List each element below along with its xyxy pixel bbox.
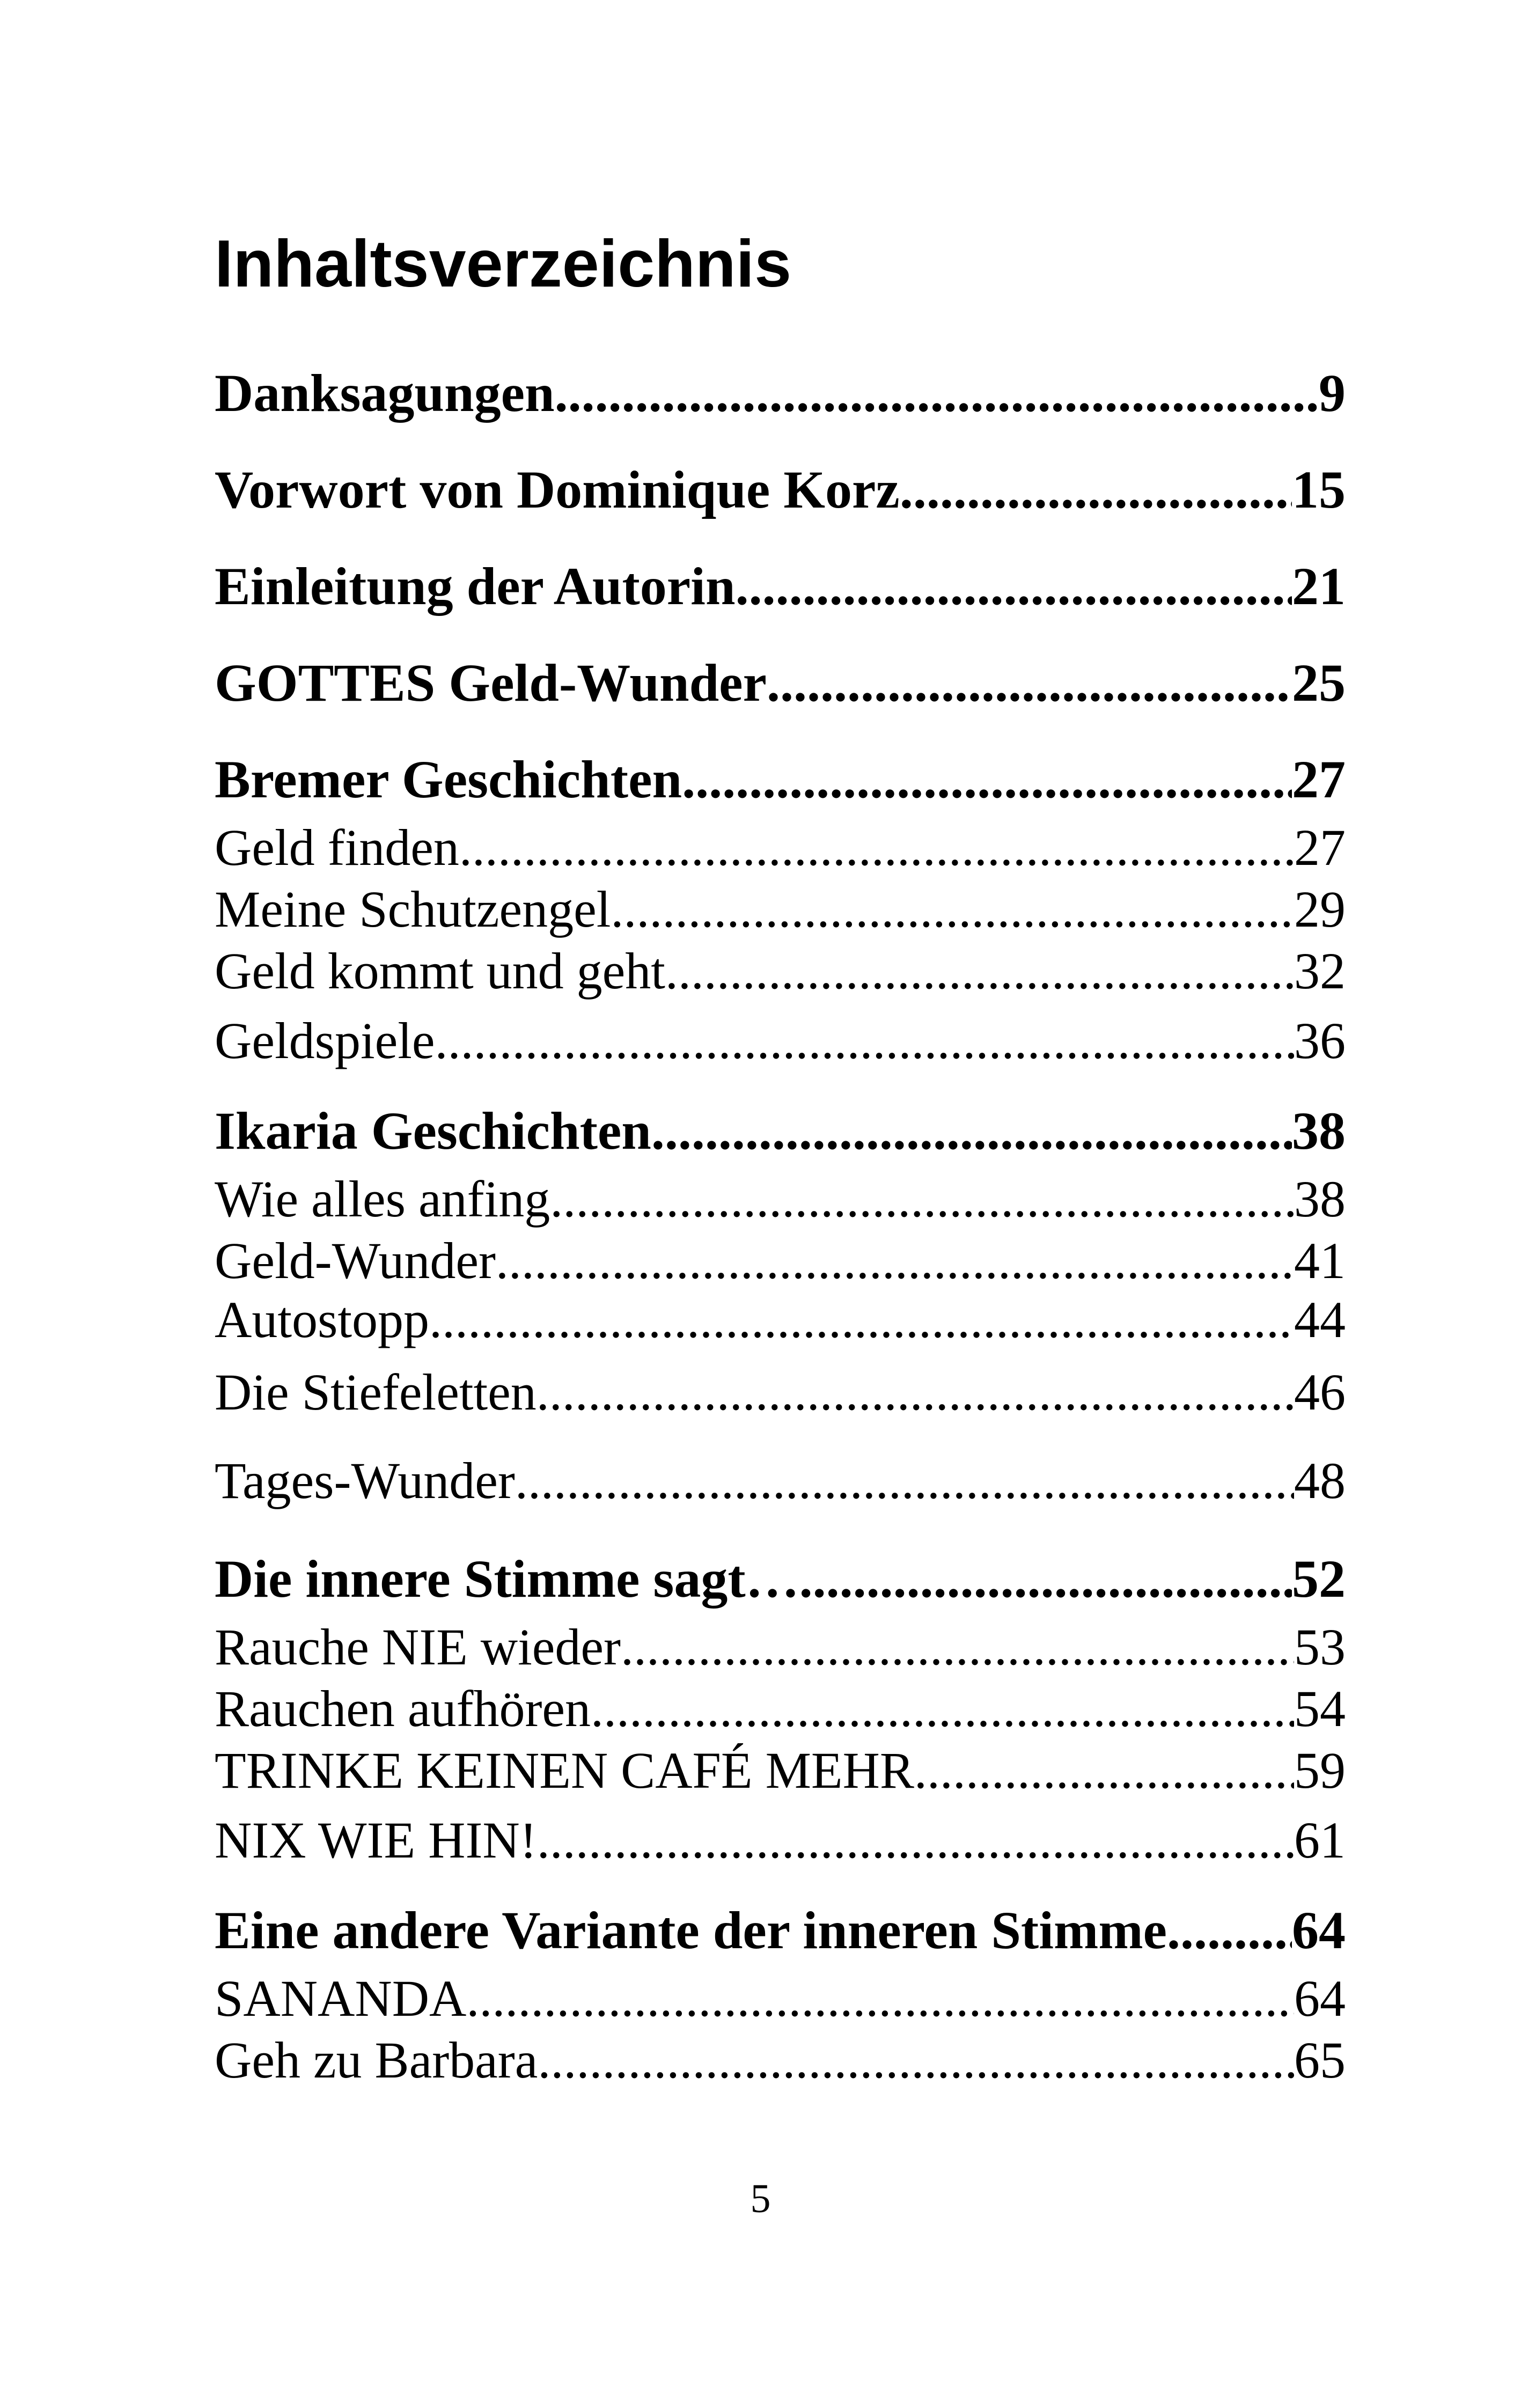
toc-entry-page: 65 xyxy=(1294,2031,1346,2089)
dot-leader xyxy=(651,1100,1292,1162)
toc-entry-page: 52 xyxy=(1292,1549,1346,1609)
toc-entry xyxy=(215,1899,1346,1961)
toc-entry-title: Tages-Wunder xyxy=(215,1452,515,1509)
toc-entry-title: Vorwort von Dominique Korz xyxy=(215,460,900,519)
toc-entry-page: 64 xyxy=(1292,1900,1346,1960)
dot-leader xyxy=(767,652,1292,714)
toc-entry-page: 9 xyxy=(1319,363,1346,423)
toc-entry-page: 46 xyxy=(1294,1363,1346,1421)
dot-leader xyxy=(435,1011,1294,1070)
toc-entry-title: Rauchen aufhören xyxy=(215,1680,591,1737)
toc-subentry xyxy=(215,1363,1346,1422)
toc-entry-title: Geldspiele xyxy=(215,1012,435,1069)
toc-entry-title: Geh zu Barbara xyxy=(215,2031,538,2089)
toc-subentry xyxy=(215,2031,1346,2090)
toc-entry-page: 21 xyxy=(1292,556,1346,616)
dot-leader xyxy=(550,1170,1294,1229)
dot-leader xyxy=(591,1679,1294,1738)
toc-entry-title: Die innere Stimme sagt… xyxy=(215,1549,799,1609)
toc-entry-title: SANANDA xyxy=(215,1970,467,2027)
toc-entry-page: 38 xyxy=(1294,1170,1346,1228)
toc-entry-title: Meine Schutzengel xyxy=(215,880,611,938)
toc-entry xyxy=(215,1100,1346,1162)
toc-entry xyxy=(215,1548,1346,1610)
page-number: 5 xyxy=(750,2176,771,2221)
toc-subentry xyxy=(215,1679,1346,1738)
toc-entry-title: TRINKE KEINEN CAFÉ MEHR xyxy=(215,1742,914,1799)
toc-entry-title: Eine andere Variante der inneren Stimme xyxy=(215,1900,1167,1960)
toc-entry-page: 32 xyxy=(1294,942,1346,1000)
toc-entry-title: NIX WIE HIN! xyxy=(215,1811,537,1869)
dot-leader xyxy=(914,1741,1294,1800)
toc-subentry xyxy=(215,1231,1346,1290)
dot-leader xyxy=(537,1811,1294,1870)
toc-entry-title: Geld finden xyxy=(215,819,459,876)
toc-subentry xyxy=(215,1618,1346,1677)
toc-entry-page: 64 xyxy=(1294,1970,1346,2027)
toc-subentry xyxy=(215,1011,1346,1070)
toc-entry-title: GOTTES Geld-Wunder xyxy=(215,653,767,713)
toc-entry-page: 48 xyxy=(1294,1452,1346,1509)
toc-entry-title: Einleitung der Autorin xyxy=(215,556,736,616)
toc-entry-page: 27 xyxy=(1292,750,1346,809)
dot-leader xyxy=(429,1290,1294,1349)
toc-entry-page: 38 xyxy=(1292,1101,1346,1161)
toc-entry-page: 59 xyxy=(1294,1742,1346,1799)
toc-entry-page: 53 xyxy=(1294,1618,1346,1676)
dot-leader xyxy=(515,1451,1294,1510)
toc-entry-title: Geld kommt und geht xyxy=(215,942,665,1000)
dot-leader xyxy=(1167,1899,1292,1961)
dot-leader xyxy=(665,942,1294,1001)
toc-entry-page: 54 xyxy=(1294,1680,1346,1737)
toc-entry-title: Bremer Geschichten xyxy=(215,750,682,809)
toc-entry-title: Die Stiefeletten xyxy=(215,1363,537,1421)
toc-subentry xyxy=(215,1170,1346,1229)
toc-entry-page: 25 xyxy=(1292,653,1346,713)
toc-subentry xyxy=(215,818,1346,877)
dot-leader xyxy=(799,1548,1292,1610)
toc-entry-title: Autostopp xyxy=(215,1291,430,1348)
toc-entry-page: 36 xyxy=(1294,1012,1346,1069)
toc-entry-title: Rauche NIE wieder xyxy=(215,1618,621,1676)
dot-leader xyxy=(496,1231,1294,1290)
toc-subentry xyxy=(215,942,1346,1001)
dot-leader xyxy=(466,1969,1294,2028)
toc-subentry xyxy=(215,1969,1346,2028)
toc-subentry xyxy=(215,1741,1346,1800)
toc-entry-page: 41 xyxy=(1294,1232,1346,1289)
dot-leader xyxy=(900,459,1292,520)
toc-entry xyxy=(215,555,1346,617)
toc-entry-title: Ikaria Geschichten xyxy=(215,1101,651,1161)
toc-entry xyxy=(215,652,1346,714)
toc-subentry xyxy=(215,880,1346,939)
dot-leader xyxy=(736,555,1292,617)
toc-entry-page: 44 xyxy=(1294,1291,1346,1348)
dot-leader xyxy=(459,818,1294,877)
toc-entry-title: Geld-Wunder xyxy=(215,1232,496,1289)
dot-leader xyxy=(537,1363,1294,1422)
toc-heading: Inhaltsverzeichnis xyxy=(215,227,792,301)
toc-entry-title: Danksagungen xyxy=(215,363,555,423)
toc-entry xyxy=(215,748,1346,810)
toc-entry-page: 29 xyxy=(1294,880,1346,938)
toc-entry-page: 15 xyxy=(1292,460,1346,519)
dot-leader xyxy=(555,362,1319,424)
toc-entry-page: 61 xyxy=(1294,1811,1346,1869)
toc-entry xyxy=(215,459,1346,520)
toc-entry xyxy=(215,362,1346,424)
dot-leader xyxy=(621,1618,1294,1677)
dot-leader xyxy=(682,748,1292,810)
dot-leader xyxy=(538,2031,1294,2090)
toc-subentry xyxy=(215,1290,1346,1349)
toc-subentry xyxy=(215,1811,1346,1870)
toc-entry-page: 27 xyxy=(1294,819,1346,876)
toc-subentry xyxy=(215,1451,1346,1510)
dot-leader xyxy=(611,880,1294,939)
toc-entry-title: Wie alles anfing xyxy=(215,1170,550,1228)
